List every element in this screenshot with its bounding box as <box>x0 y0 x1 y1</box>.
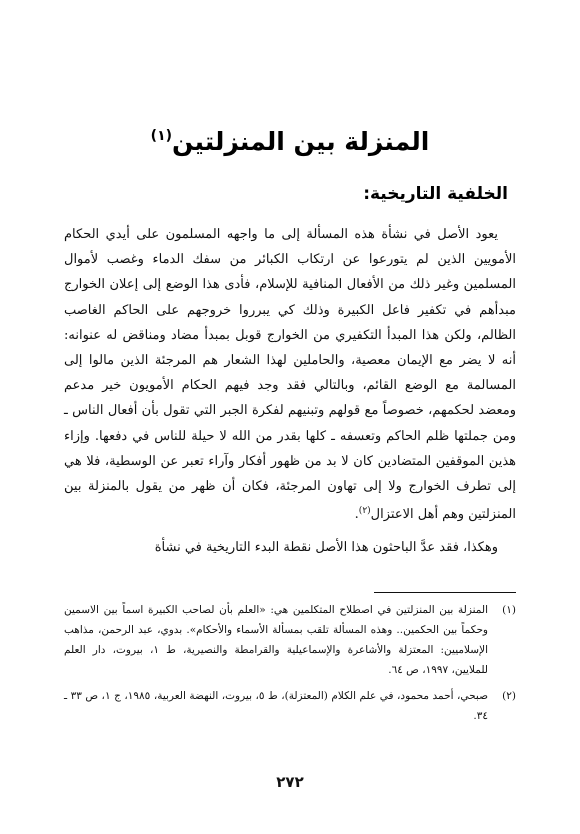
title-footnote-ref: (١) <box>150 128 173 144</box>
paragraph-text: يعود الأصل في نشأة هذه المسألة إلى ما واجهه المسلمون على أيدي الحكام الأمويين الذين لم يتورعوا عن ارتكاب الكبائر من سفك الدماء وغصب لأموال المسلمين وغير ذلك من الأفعال المنافية للإسلام، فأدى هذا الوضع إلى إعلان الخوارج مبدأهم في تكفير فاعل الكبيرة وذلك كي يبرروا خروجهم على الحاكم الغاصب الظالم، ولكن هذا المبدأ التكفيري من الخوارج قوبل بمبدأ مضاد ومناقض له عنوانه: أنه لا يضر مع الإيمان معصية، والحاملين لهذا الشعار هم المرجئة الذين مالوا إلى المسالمة مع الوضع القائم، وبالتالي فقد وجد فيهم الحكام الأمويون خير مدعم ومعضد لحكمهم، خصوصاً مع قولهم وتبنيهم لفكرة الجبر التي تقول بأن أفعال الناس ـ ومن جملتها ظلم الحاكم وتعسفه ـ كلها بقدر من الله لا حيلة للناس في دفعها. وإزاء هذين الموقفين المتضادين كان لا بد من ظهور أفكار وآراء تعبر عن الوسطية، فلا هي إلى تطرف الخوارج ولا إلى تهاون المرجئة، فكان أن ظهر من يقول بالمنزلة بين المنزلتين وهم أهل الاعتزال <box>64 227 516 523</box>
footnotes <box>64 600 516 732</box>
footnote-text: المنزلة بين المنزلتين في اصطلاح المتكلمين هي: «العلم بأن لصاحب الكبيرة اسماً بين الاسمين وحكماً بين الحكمين.. وهذه المسألة تلقب بمسألة الأسماء والأحكام». بدوي، عبد الرحمن، مذاهب الإسلاميين: المعتزلة والأشاعرة والإسماعيلية والقرامطة والنصيرية، ط ١، بيروت، دار العلم للملايين، ١٩٩٧، ص ٦٤. <box>64 604 488 676</box>
footnote <box>64 600 516 680</box>
chapter-title <box>151 127 430 156</box>
paragraph-text: وهكذا، فقد عدَّ الباحثون هذا الأصل نقطة البدء التاريخية في نشأة <box>154 540 498 556</box>
paragraph <box>64 222 516 527</box>
body-text <box>64 222 516 561</box>
footnote-text: صبحي، أحمد محمود، في علم الكلام (المعتزلة)، ط ٥، بيروت، النهضة العربية، ١٩٨٥، ج ١، ص ٣٣ ـ ٣٤. <box>64 690 488 722</box>
footnote-separator <box>374 592 516 593</box>
paragraph <box>64 535 516 560</box>
paragraph-footnote-ref: (٢) <box>358 506 371 517</box>
footnote-number: (٢) <box>502 690 516 702</box>
paragraph-tail: . <box>354 507 359 523</box>
page-number: ٢٧٢ <box>276 773 304 791</box>
chapter-title-block <box>0 118 580 160</box>
footnote-number: (١) <box>502 604 516 616</box>
chapter-title-text: المنزلة بين المنزلتين <box>172 127 430 156</box>
footnote <box>64 686 516 726</box>
section-heading: الخلفية التاريخية: <box>363 184 508 204</box>
